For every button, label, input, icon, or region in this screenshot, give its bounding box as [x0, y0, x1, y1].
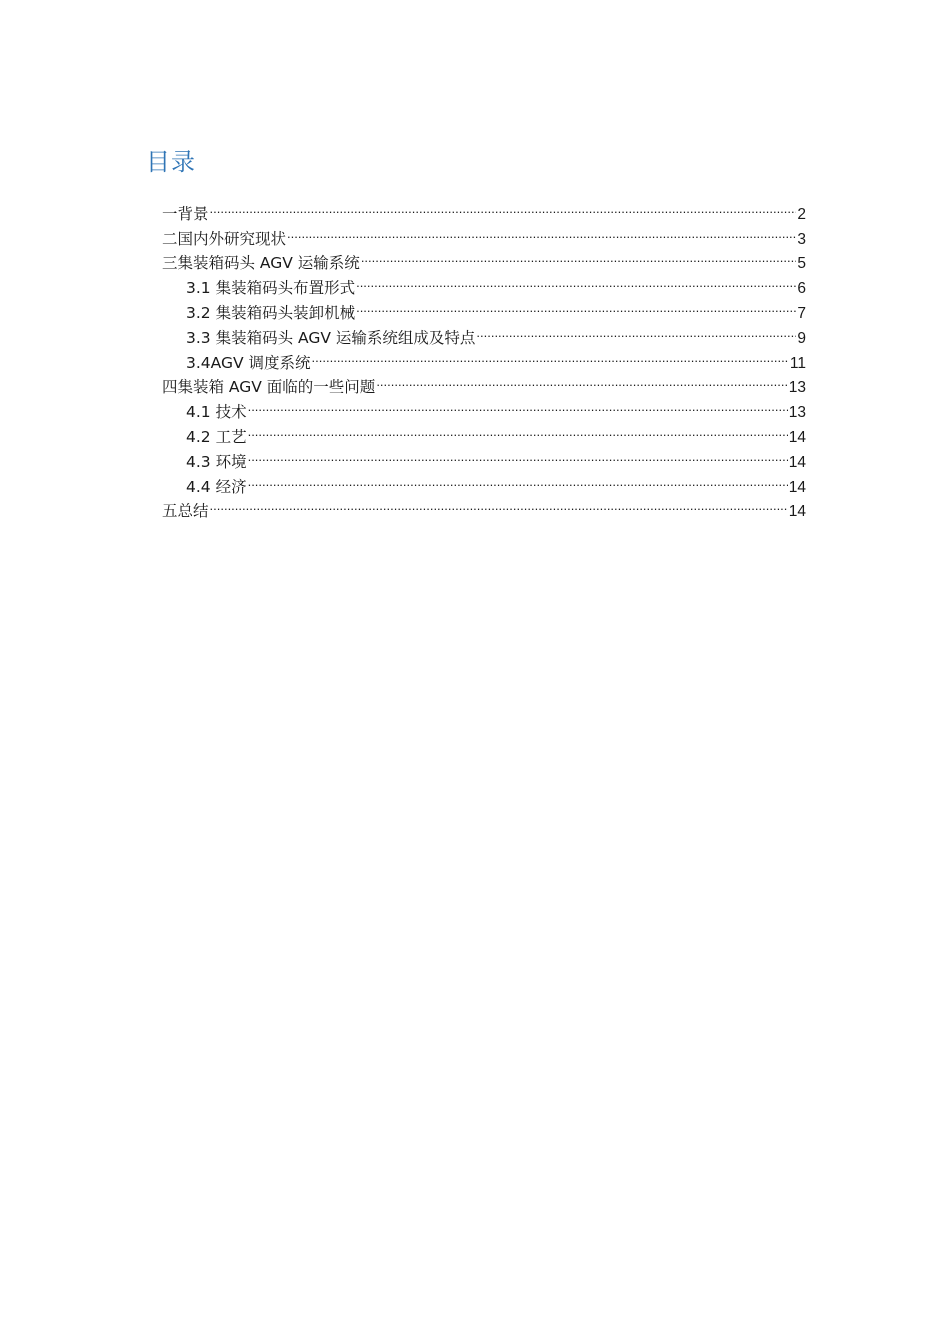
toc-leader-dots — [312, 343, 789, 368]
toc-entry-label: 五总结 — [162, 502, 209, 521]
toc-entry-label: 3.3 集装箱码头 AGV 运输系统组成及特点 — [186, 328, 476, 347]
toc-page-number: 14 — [788, 478, 806, 496]
toc-leader-dots — [248, 467, 788, 492]
toc-leader-dots — [356, 293, 796, 318]
toc-page-number: 14 — [788, 503, 806, 521]
toc-leader-dots — [248, 392, 788, 417]
toc-page-number: 14 — [788, 428, 806, 446]
toc-leader-dots — [376, 368, 787, 393]
toc-entry-4-1[interactable] — [162, 392, 806, 422]
toc-entry-label: 3.1 集装箱码头布置形式 — [186, 279, 356, 298]
toc-leader-dots — [248, 442, 788, 467]
toc-leader-dots — [210, 194, 797, 219]
toc-leader-dots — [287, 219, 796, 244]
toc-entry-label: 4.1 技术 — [186, 403, 247, 422]
toc-entry-background[interactable] — [162, 194, 806, 223]
toc-entry-summary[interactable] — [162, 492, 806, 521]
toc-leader-dots — [361, 244, 797, 269]
toc-leader-dots — [210, 492, 788, 517]
toc-page-number: 11 — [789, 354, 806, 372]
toc-page-number: 13 — [788, 379, 806, 397]
toc-entry-label: 四集装箱 AGV 面临的一些问题 — [162, 378, 376, 397]
toc-entry-4-4[interactable] — [162, 467, 806, 496]
toc-entry-label: 4.4 经济 — [186, 477, 247, 496]
toc-entry-label: 3.2 集装箱码头装卸机械 — [186, 303, 356, 322]
toc-entry-4-3[interactable] — [162, 442, 806, 471]
toc-leader-dots — [356, 268, 796, 293]
toc-leader-dots — [476, 318, 796, 343]
toc-entry-research-status[interactable] — [162, 219, 806, 248]
toc-page-number: 14 — [788, 453, 806, 471]
toc-page-number: 13 — [788, 404, 806, 422]
toc-entry-label: 一背景 — [162, 204, 209, 223]
toc-page-number: 7 — [797, 304, 806, 322]
toc-page-number: 5 — [797, 255, 806, 273]
toc-leader-dots — [248, 417, 788, 442]
toc-entry-label: 三集装箱码头 AGV 运输系统 — [162, 254, 360, 273]
toc-entry-4-2[interactable] — [162, 417, 806, 446]
toc-entry-label: 4.3 环境 — [186, 452, 247, 471]
toc-entry-label: 二国内外研究现状 — [162, 229, 287, 248]
toc-page-number: 9 — [797, 329, 806, 347]
toc-page-number: 2 — [797, 205, 806, 223]
toc-page-number: 6 — [797, 280, 806, 298]
toc-entry-label: 3.4AGV 调度系统 — [186, 353, 311, 372]
toc-heading: 目录 — [146, 148, 196, 176]
toc-page-number: 3 — [797, 230, 806, 248]
toc-entry-label: 4.2 工艺 — [186, 427, 247, 446]
table-of-contents — [162, 194, 806, 521]
